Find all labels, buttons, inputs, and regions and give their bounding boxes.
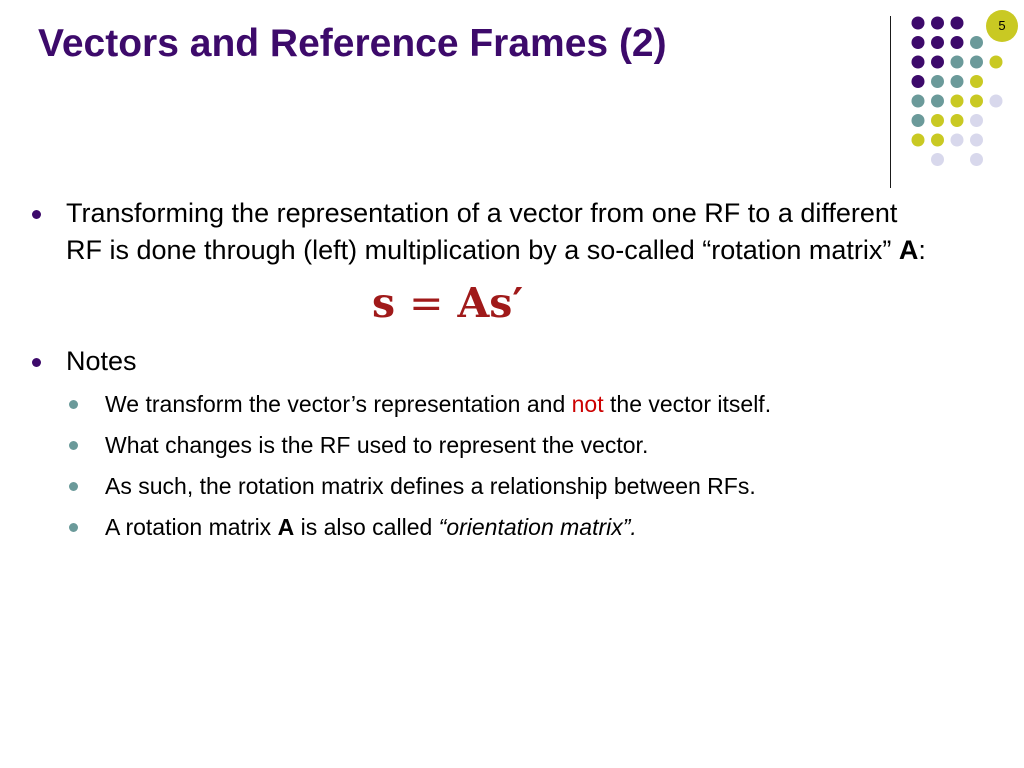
decorative-dot — [970, 36, 983, 49]
note-text: A rotation matrix — [105, 514, 278, 540]
decorative-dot — [931, 75, 944, 88]
notes-heading: Notes — [66, 346, 137, 376]
note-item-relationship — [66, 466, 930, 507]
decorative-dot — [912, 36, 925, 49]
decorative-dot — [931, 153, 944, 166]
decorative-dot — [970, 114, 983, 127]
decorative-dot — [912, 56, 925, 69]
slide-body — [30, 195, 930, 548]
decorative-dot — [951, 56, 964, 69]
intro-colon: : — [918, 235, 926, 265]
note-item-representation — [66, 384, 930, 425]
decorative-dot — [970, 134, 983, 147]
intro-text: Transforming the representation of a vector from one RF to a different RF is done through (left) multiplication by a so-called “rotation matrix” — [66, 198, 899, 265]
sub-bullet-dot — [69, 523, 78, 532]
note-text: is also called — [294, 514, 439, 540]
decorative-dot — [931, 95, 944, 108]
bullet-dot — [32, 210, 41, 219]
decorative-dot — [951, 17, 964, 30]
rotation-equation — [30, 275, 930, 331]
page-number: 5 — [986, 10, 1018, 42]
notes-list — [30, 384, 930, 548]
note-highlight-not: not — [571, 391, 604, 417]
decorative-dot — [951, 95, 964, 108]
sub-bullet-dot — [69, 482, 78, 491]
decorative-dot — [931, 36, 944, 49]
note-text: What changes is the RF used to represent the vector. — [105, 432, 649, 458]
decorative-dot — [912, 95, 925, 108]
sub-bullet-dot — [69, 400, 78, 409]
decorative-dot — [912, 17, 925, 30]
title-divider — [890, 16, 891, 188]
bullet-rotation-intro — [30, 195, 930, 269]
decorative-dot — [931, 114, 944, 127]
note-italic-term: “orientation matrix”. — [438, 514, 637, 540]
decorative-dot — [990, 56, 1003, 69]
decorative-dot — [970, 56, 983, 69]
decorative-dot — [970, 95, 983, 108]
decorative-dot — [951, 36, 964, 49]
decorative-dot — [970, 153, 983, 166]
equation-rhs: As′ — [457, 279, 524, 327]
decorative-dot — [970, 75, 983, 88]
decorative-dot — [990, 95, 1003, 108]
note-text: the vector itself. — [603, 391, 772, 417]
decorative-dot — [931, 56, 944, 69]
decorative-dot — [912, 114, 925, 127]
matrix-symbol: A — [898, 235, 919, 265]
decorative-dot — [931, 17, 944, 30]
bullet-dot — [32, 358, 41, 367]
equation-lhs: s — [372, 279, 396, 327]
matrix-symbol: A — [277, 514, 295, 540]
decorative-dot — [951, 75, 964, 88]
decorative-dot — [931, 134, 944, 147]
sub-bullet-dot — [69, 441, 78, 450]
decorative-dot — [912, 75, 925, 88]
slide-title: Vectors and Reference Frames (2) — [38, 22, 667, 65]
note-item-orientation — [66, 507, 930, 548]
bullet-notes — [30, 343, 930, 380]
note-text: As such, the rotation matrix defines a relationship between RFs. — [105, 473, 756, 499]
note-item-rf-changes — [66, 425, 930, 466]
decorative-dot — [912, 134, 925, 147]
decorative-dot — [951, 114, 964, 127]
note-text: We transform the vector’s representation and — [105, 391, 572, 417]
equation-operator: = — [409, 279, 444, 327]
decorative-dot — [951, 134, 964, 147]
